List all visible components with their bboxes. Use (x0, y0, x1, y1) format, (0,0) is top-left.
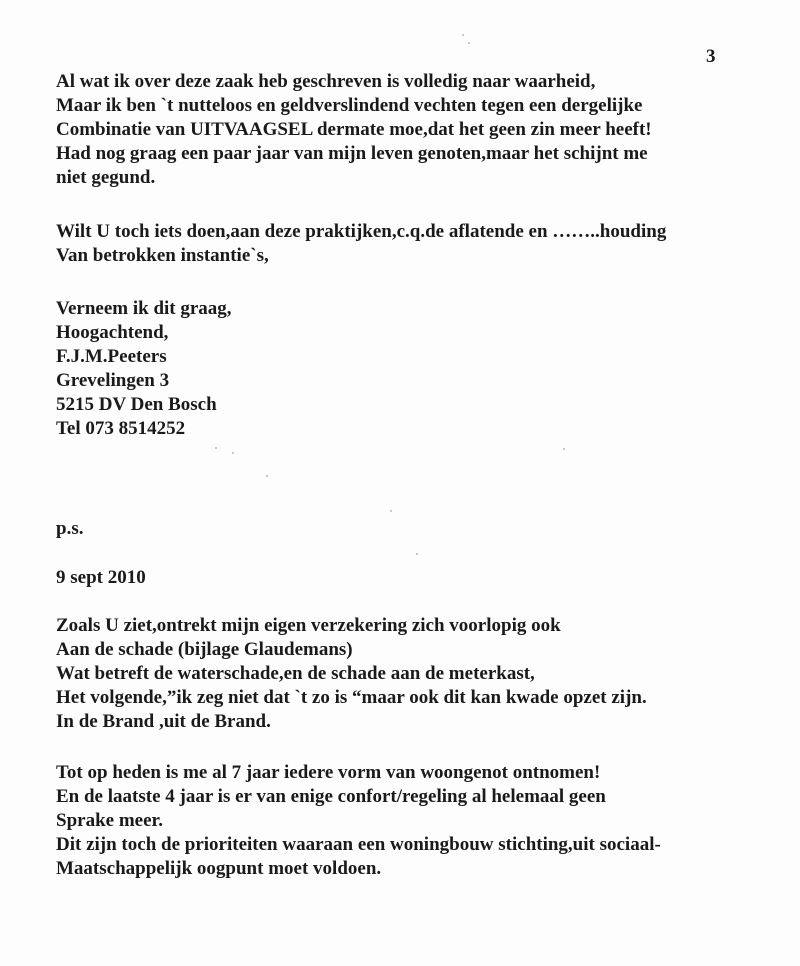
salutation: Hoogachtend, (56, 322, 169, 343)
text-line: Wilt U toch iets doen,aan deze praktijken,c.q.de aflatende en ……..houding (56, 221, 667, 242)
text-line: Tot op heden is me al 7 jaar iedere vorm van woongenot ontnomen! (56, 762, 601, 783)
text-line: Maatschappelijk oogpunt moet voldoen. (56, 858, 382, 879)
scan-speck (563, 448, 565, 450)
scan-speck (468, 42, 470, 44)
scan-speck (416, 553, 418, 555)
closing-line: Verneem ik dit graag, (56, 298, 232, 319)
text-line: Zoals U ziet,ontrekt mijn eigen verzekering zich voorlopig ook (56, 615, 561, 636)
scan-speck (232, 452, 234, 454)
text-line: Aan de schade (bijlage Glaudemans) (56, 639, 353, 660)
ps-date: 9 sept 2010 (56, 567, 146, 588)
text-line: Sprake meer. (56, 810, 163, 831)
signature-block (56, 297, 232, 441)
text-line: In de Brand ,uit de Brand. (56, 711, 271, 732)
text-line: niet gegund. (56, 167, 156, 188)
scan-speck (266, 475, 268, 477)
paragraph-request (56, 220, 666, 268)
text-line: Dit zijn toch de prioriteiten waaraan een woningbouw stichting,uit sociaal- (56, 834, 661, 855)
paragraph-truthfulness (56, 70, 652, 190)
sender-phone: Tel 073 8514252 (56, 418, 186, 439)
text-line: En de laatste 4 jaar is er van enige confort/regeling al helemaal geen (56, 786, 606, 807)
paragraph-living-conditions (56, 761, 661, 881)
scan-speck (390, 510, 392, 512)
text-line: Wat betreft de waterschade,en de schade aan de meterkast, (56, 663, 535, 684)
text-line: Van betrokken instantie`s, (56, 245, 269, 266)
page-number: 3 (706, 46, 716, 67)
sender-street: Grevelingen 3 (56, 370, 170, 391)
ps-label: p.s. (56, 518, 84, 539)
scan-speck (462, 34, 464, 36)
text-line: Maar ik ben `t nutteloos en geldverslindend vechten tegen een dergelijke (56, 95, 643, 116)
text-line: Het volgende,”ik zeg niet dat `t zo is “maar ook dit kan kwade opzet zijn. (56, 687, 647, 708)
paragraph-insurance (56, 614, 647, 734)
scan-speck (215, 447, 217, 449)
sender-name: F.J.M.Peeters (56, 346, 167, 367)
text-line: Al wat ik over deze zaak heb geschreven is volledig naar waarheid, (56, 71, 596, 92)
sender-city: 5215 DV Den Bosch (56, 394, 217, 415)
text-line: Had nog graag een paar jaar van mijn leven genoten,maar het schijnt me (56, 143, 648, 164)
text-line: Combinatie van UITVAAGSEL dermate moe,dat het geen zin meer heeft! (56, 119, 652, 140)
